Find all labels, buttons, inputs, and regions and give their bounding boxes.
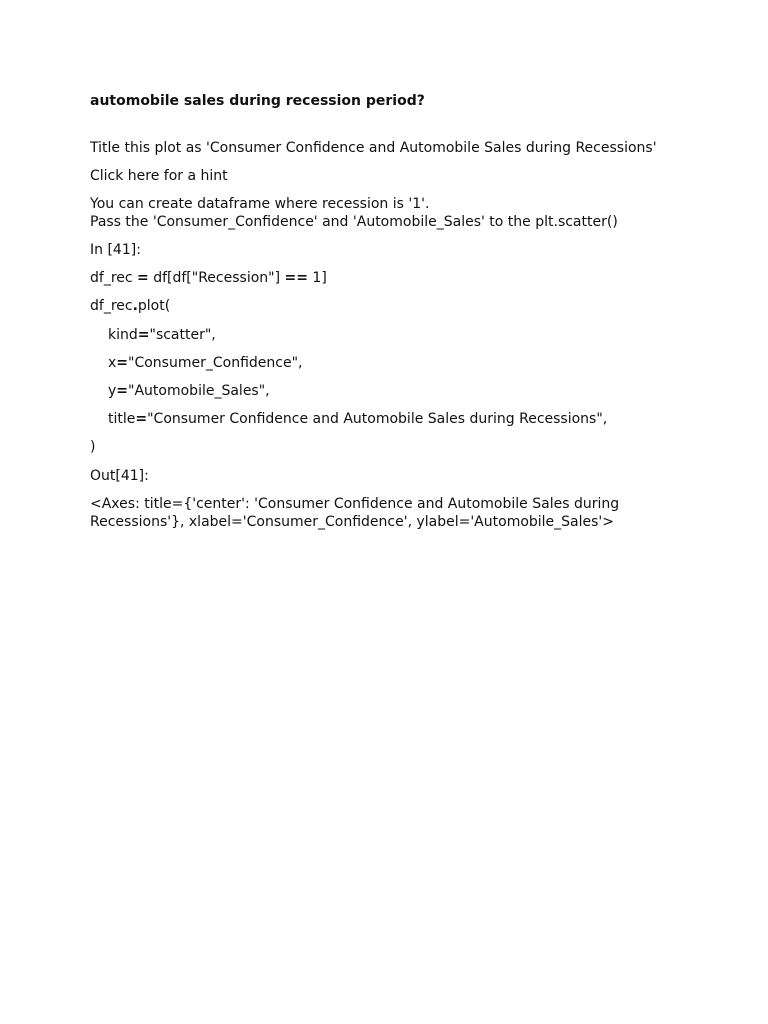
code-operator: = [116, 383, 129, 399]
code-token: y [108, 383, 117, 399]
output-prompt: Out[41]: [90, 468, 149, 484]
code-line-5[interactable] [108, 382, 270, 400]
code-token: "Consumer Confidence and Automobile Sales during Recessions", [147, 411, 608, 427]
code-token: kind [108, 327, 138, 343]
code-operator: = [137, 270, 149, 286]
code-token: plot( [137, 298, 171, 314]
code-line-7[interactable]: ) [90, 439, 96, 455]
hint-text-line-2: Pass the 'Consumer_Confidence' and 'Automobile_Sales' to the plt.scatter() [90, 214, 618, 230]
instruction-text: Title this plot as 'Consumer Confidence and Automobile Sales during Recessions' [90, 140, 657, 156]
output-text: <Axes: title={'center': 'Consumer Confidence and Automobile Sales during Recessions'}, xlabel='Consumer_Confidence', ylabel='Automobile_Sales'> [90, 496, 620, 530]
code-token: df_rec [90, 270, 138, 286]
code-line-2[interactable] [90, 297, 170, 315]
code-token: "scatter", [149, 327, 216, 343]
code-token: x [108, 355, 117, 371]
code-operator: = [137, 327, 150, 343]
hint-text-line-1: You can create dataframe where recession is '1'. [90, 196, 430, 212]
code-token: df_rec [90, 298, 133, 314]
code-operator: = [116, 355, 129, 371]
code-token: 1] [307, 270, 327, 286]
code-token: title [108, 411, 136, 427]
section-heading: automobile sales during recession period? [90, 93, 425, 109]
code-operator: . [132, 298, 138, 314]
code-token: "Automobile_Sales", [128, 383, 270, 399]
code-line-4[interactable] [108, 354, 302, 372]
code-operator: = [135, 411, 148, 427]
hint-toggle[interactable]: Click here for a hint [90, 168, 228, 184]
input-prompt: In [41]: [90, 242, 141, 258]
code-token: df[df["Recession"] [148, 270, 285, 286]
code-line-6[interactable] [108, 410, 607, 428]
code-line-1[interactable] [90, 269, 327, 287]
code-token: "Consumer_Confidence", [128, 355, 303, 371]
code-operator: == [284, 270, 308, 286]
code-line-3[interactable] [108, 326, 216, 344]
